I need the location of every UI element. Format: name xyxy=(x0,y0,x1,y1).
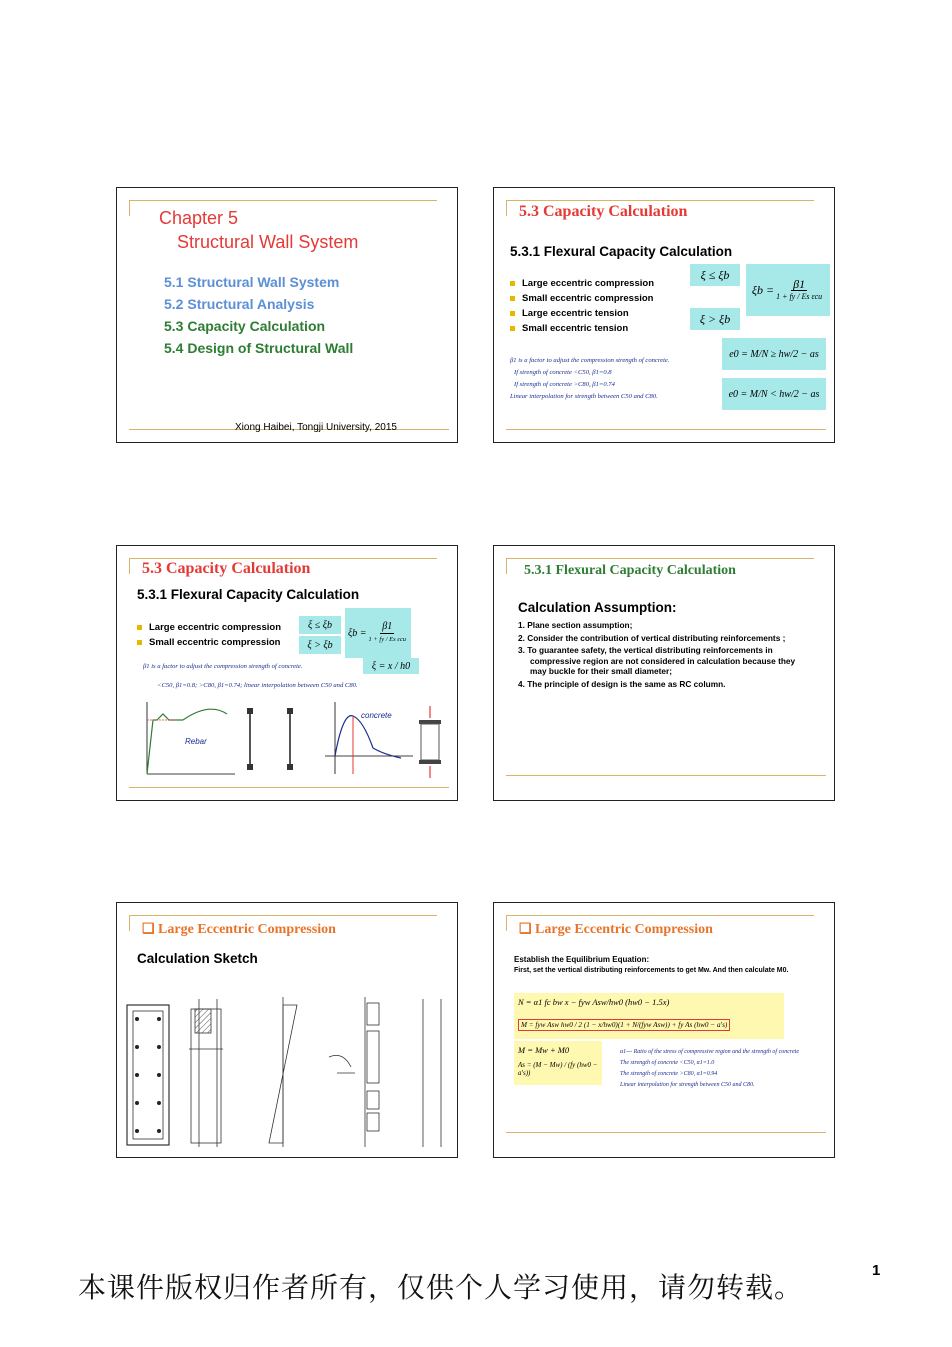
list-item: Large eccentric tension xyxy=(510,306,654,321)
note: β1 is a factor to adjust the compression strength of concrete. xyxy=(510,357,670,364)
list-item: Large eccentric compression xyxy=(137,620,281,635)
section-heading: Calculation Assumption: xyxy=(518,600,677,615)
slide-title: 5.3 Capacity Calculation xyxy=(142,560,311,577)
wall-section xyxy=(127,1005,169,1145)
note: The strength of concrete <C50, α1=1.0 xyxy=(620,1060,715,1066)
page-number: 1 xyxy=(872,1262,881,1279)
note: α1--- Ratio of the stress of compressive region and the strength of concrete xyxy=(620,1049,800,1055)
assumption-list xyxy=(518,620,814,689)
note: <C50, β1=0.8; >C80, β1=0.74; linear interpolation between C50 and C80. xyxy=(157,682,358,689)
xib-formula xyxy=(345,608,411,658)
xib-lhs: ξb = xyxy=(348,627,367,639)
decor-line xyxy=(506,915,507,931)
decor-line xyxy=(129,200,130,216)
xib-num: β1 xyxy=(382,620,393,632)
decor-line xyxy=(506,1132,826,1133)
toc-item: 5.2 Structural Analysis xyxy=(164,296,315,312)
list-item: 4. The principle of design is the same as RC column. xyxy=(518,678,726,689)
specimen-sketch xyxy=(247,708,293,770)
decor-line xyxy=(129,915,130,931)
decor-line xyxy=(506,915,814,916)
decor-line xyxy=(506,429,826,430)
rebar-label: Rebar xyxy=(185,737,207,746)
xib-num: β1 xyxy=(793,276,806,291)
case-list xyxy=(137,620,281,650)
decor-line xyxy=(129,558,437,559)
equation: N = α1 fc bw x − fyw Asw/hw0 (hw0 − 1.5x) xyxy=(518,997,670,1007)
condition-small: ξ > ξb xyxy=(690,308,740,330)
slide-4 xyxy=(493,545,835,801)
list-item: Small eccentric compression xyxy=(510,291,654,306)
slide-subtitle: Calculation Sketch xyxy=(137,951,258,966)
equation: M = fyw Asw hw0 / 2 (1 − x/hw0)(1 + N/(fyw Asw)) + fy As (hw0 − a's) xyxy=(518,1019,730,1031)
list-item: Large eccentric compression xyxy=(510,276,654,291)
notes xyxy=(510,355,670,403)
slide-5 xyxy=(116,902,458,1158)
decor-line xyxy=(506,200,814,201)
slide-title: ❑ Large Eccentric Compression xyxy=(519,922,713,937)
equation: As = (M − Mw) / (fy (hw0 − a's)) xyxy=(518,1061,598,1077)
toc-item: 5.1 Structural Wall System xyxy=(164,274,340,290)
list-item: 1. Plane section assumption; xyxy=(518,620,633,630)
decor-line xyxy=(129,200,437,201)
xib-den: 1 + fy / Es εcu xyxy=(368,635,406,643)
decor-line xyxy=(506,200,507,216)
copyright-footer: 本课件版权归作者所有，仅供个人学习使用，请勿转载。 xyxy=(78,1271,804,1304)
equation: M = Mw + M0 xyxy=(518,1045,570,1055)
xib-den: 1 + fy / Es εcu xyxy=(776,291,823,301)
xib-lhs: ξb = xyxy=(751,282,775,297)
note: If strength of concrete >C80, β1=0.74 xyxy=(514,381,615,388)
cylinder-sketch xyxy=(419,706,441,778)
list-item: Small eccentric compression xyxy=(137,635,281,650)
xi-definition: ξ = x / h0 xyxy=(363,658,419,674)
slide-title: 5.3 Capacity Calculation xyxy=(519,203,688,220)
list-item: 2. Consider the contribution of vertical distributing reinforcements ; xyxy=(518,632,786,643)
concrete-label: concrete xyxy=(361,711,392,720)
section-heading: Establish the Equilibrium Equation: xyxy=(514,955,650,964)
e0-ge-formula: e0 = M/N ≥ hw/2 − as xyxy=(722,338,826,370)
decor-line xyxy=(506,775,826,776)
notes xyxy=(620,1047,828,1091)
fraction xyxy=(369,621,406,646)
note: β1 is a factor to adjust the compression strength of concrete. xyxy=(143,663,303,670)
note: Linear interpolation for strength between C50 and C80. xyxy=(620,1082,755,1088)
decor-line xyxy=(506,558,507,574)
slide-subtitle: 5.3.1 Flexural Capacity Calculation xyxy=(510,244,733,259)
chapter-label: Chapter 5 xyxy=(159,208,239,228)
equation-block xyxy=(514,993,784,1039)
note: Linear interpolation for strength between C50 and C80. xyxy=(510,393,658,400)
note: The strength of concrete >C80, α1=0.94 xyxy=(620,1071,718,1077)
decor-line xyxy=(129,558,130,574)
note: If strength of concrete <C50, β1=0.8 xyxy=(514,369,612,376)
wall-elevation xyxy=(189,999,223,1147)
calculation-sketch xyxy=(123,987,453,1153)
slide-2 xyxy=(493,187,835,443)
decor-line xyxy=(129,787,449,788)
condition-large: ξ ≤ ξb xyxy=(690,264,740,286)
e0-lt-formula: e0 = M/N < hw/2 − as xyxy=(722,378,826,410)
author: Xiong Haibei, Tongji University, 2015 xyxy=(235,422,397,433)
slide-6 xyxy=(493,902,835,1158)
condition-large: ξ ≤ ξb xyxy=(299,616,341,634)
slide-title: 5.3.1 Flexural Capacity Calculation xyxy=(524,563,736,578)
equation-block-2 xyxy=(514,1041,602,1085)
condition-small: ξ > ξb xyxy=(299,636,341,654)
slide-title: ❑ Large Eccentric Compression xyxy=(142,922,336,937)
slide-3 xyxy=(116,545,458,801)
force-diagram xyxy=(329,997,441,1147)
list-item: Small eccentric tension xyxy=(510,321,654,336)
slide-subtitle: 5.3.1 Flexural Capacity Calculation xyxy=(137,587,360,602)
decor-line xyxy=(129,915,437,916)
strain-diagram xyxy=(269,997,297,1147)
slide-1 xyxy=(116,187,458,443)
intro-text: First, set the vertical distributing reinforcements to get Mw. And then calculate M0. xyxy=(514,967,789,974)
chapter-title: Structural Wall System xyxy=(177,232,359,252)
toc-item: 5.4 Design of Structural Wall xyxy=(164,340,354,356)
case-list xyxy=(510,276,654,336)
toc-item: 5.3 Capacity Calculation xyxy=(164,318,326,334)
fraction xyxy=(776,278,822,303)
decor-line xyxy=(506,558,814,559)
xib-formula xyxy=(746,264,830,316)
list-item: 3. To guarantee safety, the vertical distributing reinforcements in compressive region are not considered in calculation because they may buckle for their small diameter; xyxy=(518,645,796,676)
stress-strain-diagrams xyxy=(139,698,449,780)
